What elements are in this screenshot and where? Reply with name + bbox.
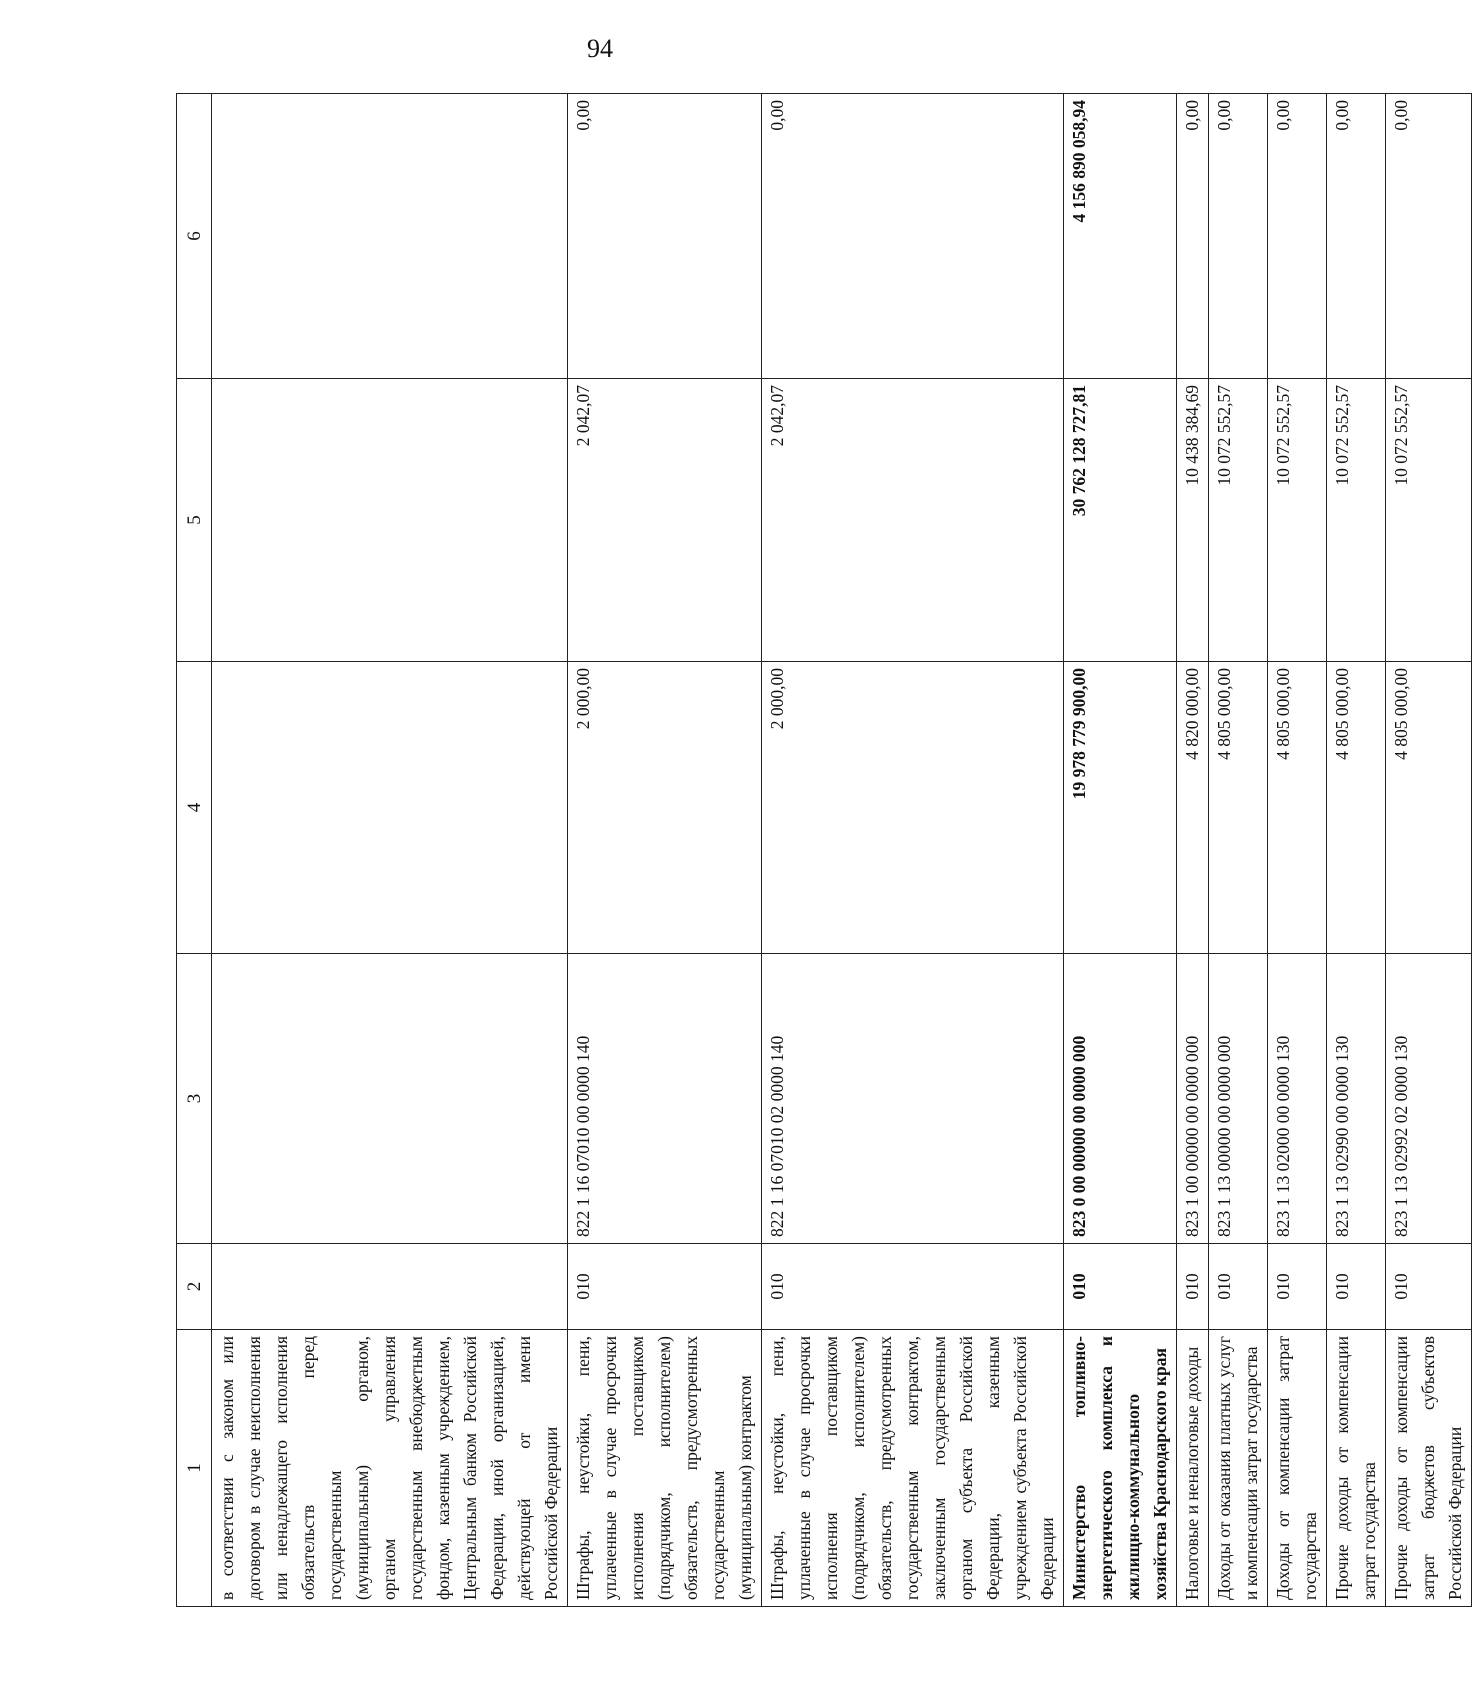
column-header: 5 [177, 379, 212, 662]
row-kbk: 823 1 13 00000 00 0000 000 [1209, 954, 1268, 1244]
row-plan: 19 978 779 900,00 [1064, 662, 1177, 954]
column-header: 6 [177, 94, 212, 379]
row-fact: 10 072 552,57 [1209, 379, 1268, 662]
row-kbk [212, 954, 568, 1244]
row-forecast: 0,00 [1386, 94, 1472, 379]
row-code: 010 [1209, 1244, 1268, 1330]
row-plan [212, 662, 568, 954]
row-code: 010 [762, 1244, 1064, 1330]
row-plan: 4 820 000,00 [1177, 662, 1209, 954]
row-code: 010 [1268, 1244, 1327, 1330]
row-fact [212, 379, 568, 662]
row-code: 010 [1064, 1244, 1177, 1330]
row-name: Прочие доходы от компенсации затрат государства [1327, 1330, 1386, 1607]
row-name: Министерство топливно-энергетического комплекса и жилищно-коммунального хозяйства Краснодарского края [1064, 1330, 1177, 1607]
row-kbk: 823 1 13 02990 00 0000 130 [1327, 954, 1386, 1244]
rotated-table-content [176, 94, 1465, 1607]
row-forecast: 0,00 [568, 94, 762, 379]
table-row [1268, 94, 1327, 1607]
row-name: Штрафы, неустойки, пени, уплаченные в случае просрочки исполнения поставщиком (подрядчиком, исполнителем) обязательств, предусмотренных государственным контрактом, заключенным государственным органом субъекта Российской Федерации, казенным учреждением субъекта Российской Федерации [762, 1330, 1064, 1607]
row-forecast: 0,00 [1209, 94, 1268, 379]
page-number: 94 [587, 34, 613, 63]
row-plan: 4 805 000,00 [1268, 662, 1327, 954]
row-kbk: 823 1 13 02000 00 0000 130 [1268, 954, 1327, 1244]
row-code: 010 [1327, 1244, 1386, 1330]
row-forecast: 0,00 [1177, 94, 1209, 379]
row-plan: 4 805 000,00 [1327, 662, 1386, 954]
row-fact: 10 072 552,57 [1268, 379, 1327, 662]
row-forecast: 0,00 [762, 94, 1064, 379]
row-forecast: 0,00 [1327, 94, 1386, 379]
table-row [1177, 94, 1209, 1607]
row-forecast: 4 156 890 058,94 [1064, 94, 1177, 379]
row-plan: 2 000,00 [762, 662, 1064, 954]
row-code: 010 [1177, 1244, 1209, 1330]
table-row [1064, 94, 1177, 1607]
row-fact: 10 072 552,57 [1386, 379, 1472, 662]
row-code [212, 1244, 568, 1330]
row-name: Прочие доходы от компенсации затрат бюджетов субъектов Российской Федерации [1386, 1330, 1472, 1607]
row-name: Доходы от оказания платных услуг и компенсации затрат государства [1209, 1330, 1268, 1607]
row-name: Штрафы, неустойки, пени, уплаченные в случае просрочки исполнения поставщиком (подрядчиком, исполнителем) обязательств, предусмотренных государственным (муниципальным) контрактом [568, 1330, 762, 1607]
row-kbk: 823 1 13 02992 02 0000 130 [1386, 954, 1472, 1244]
row-kbk: 822 1 16 07010 02 0000 140 [762, 954, 1064, 1244]
row-plan: 4 805 000,00 [1386, 662, 1472, 954]
row-fact: 30 762 128 727,81 [1064, 379, 1177, 662]
row-forecast: 0,00 [1268, 94, 1327, 379]
row-name: Доходы от компенсации затрат государства [1268, 1330, 1327, 1607]
row-kbk: 822 1 16 07010 00 0000 140 [568, 954, 762, 1244]
column-header-row [177, 94, 212, 1607]
row-code: 010 [568, 1244, 762, 1330]
column-header: 2 [177, 1244, 212, 1330]
row-fact: 10 072 552,57 [1327, 379, 1386, 662]
table-row [1386, 94, 1472, 1607]
column-header: 3 [177, 954, 212, 1244]
row-fact: 2 042,07 [568, 379, 762, 662]
table-row [762, 94, 1064, 1607]
row-name: в соответствии с законом или договором в случае неисполнения или ненадлежащего исполнения обязательств перед государственным (муниципальным) органом, органом управления государственным внебюджетным фондом, казенным учреждением, Центральным банком Российской Федерации, иной организацией, действующей от имени Российской Федерации [212, 1330, 568, 1607]
row-name: Налоговые и неналоговые доходы [1177, 1330, 1209, 1607]
table-row [1209, 94, 1268, 1607]
row-forecast [212, 94, 568, 379]
column-header: 1 [177, 1330, 212, 1607]
row-fact: 2 042,07 [762, 379, 1064, 662]
row-code: 010 [1386, 1244, 1472, 1330]
table-row [212, 94, 568, 1607]
table-row [568, 94, 762, 1607]
row-fact: 10 438 384,69 [1177, 379, 1209, 662]
row-plan: 2 000,00 [568, 662, 762, 954]
column-header: 4 [177, 662, 212, 954]
rotated-table-frame [176, 94, 1465, 1607]
budget-table [176, 93, 1472, 1607]
row-plan: 4 805 000,00 [1209, 662, 1268, 954]
table-row [1327, 94, 1386, 1607]
row-kbk: 823 1 00 00000 00 0000 000 [1177, 954, 1209, 1244]
row-kbk: 823 0 00 00000 00 0000 000 [1064, 954, 1177, 1244]
